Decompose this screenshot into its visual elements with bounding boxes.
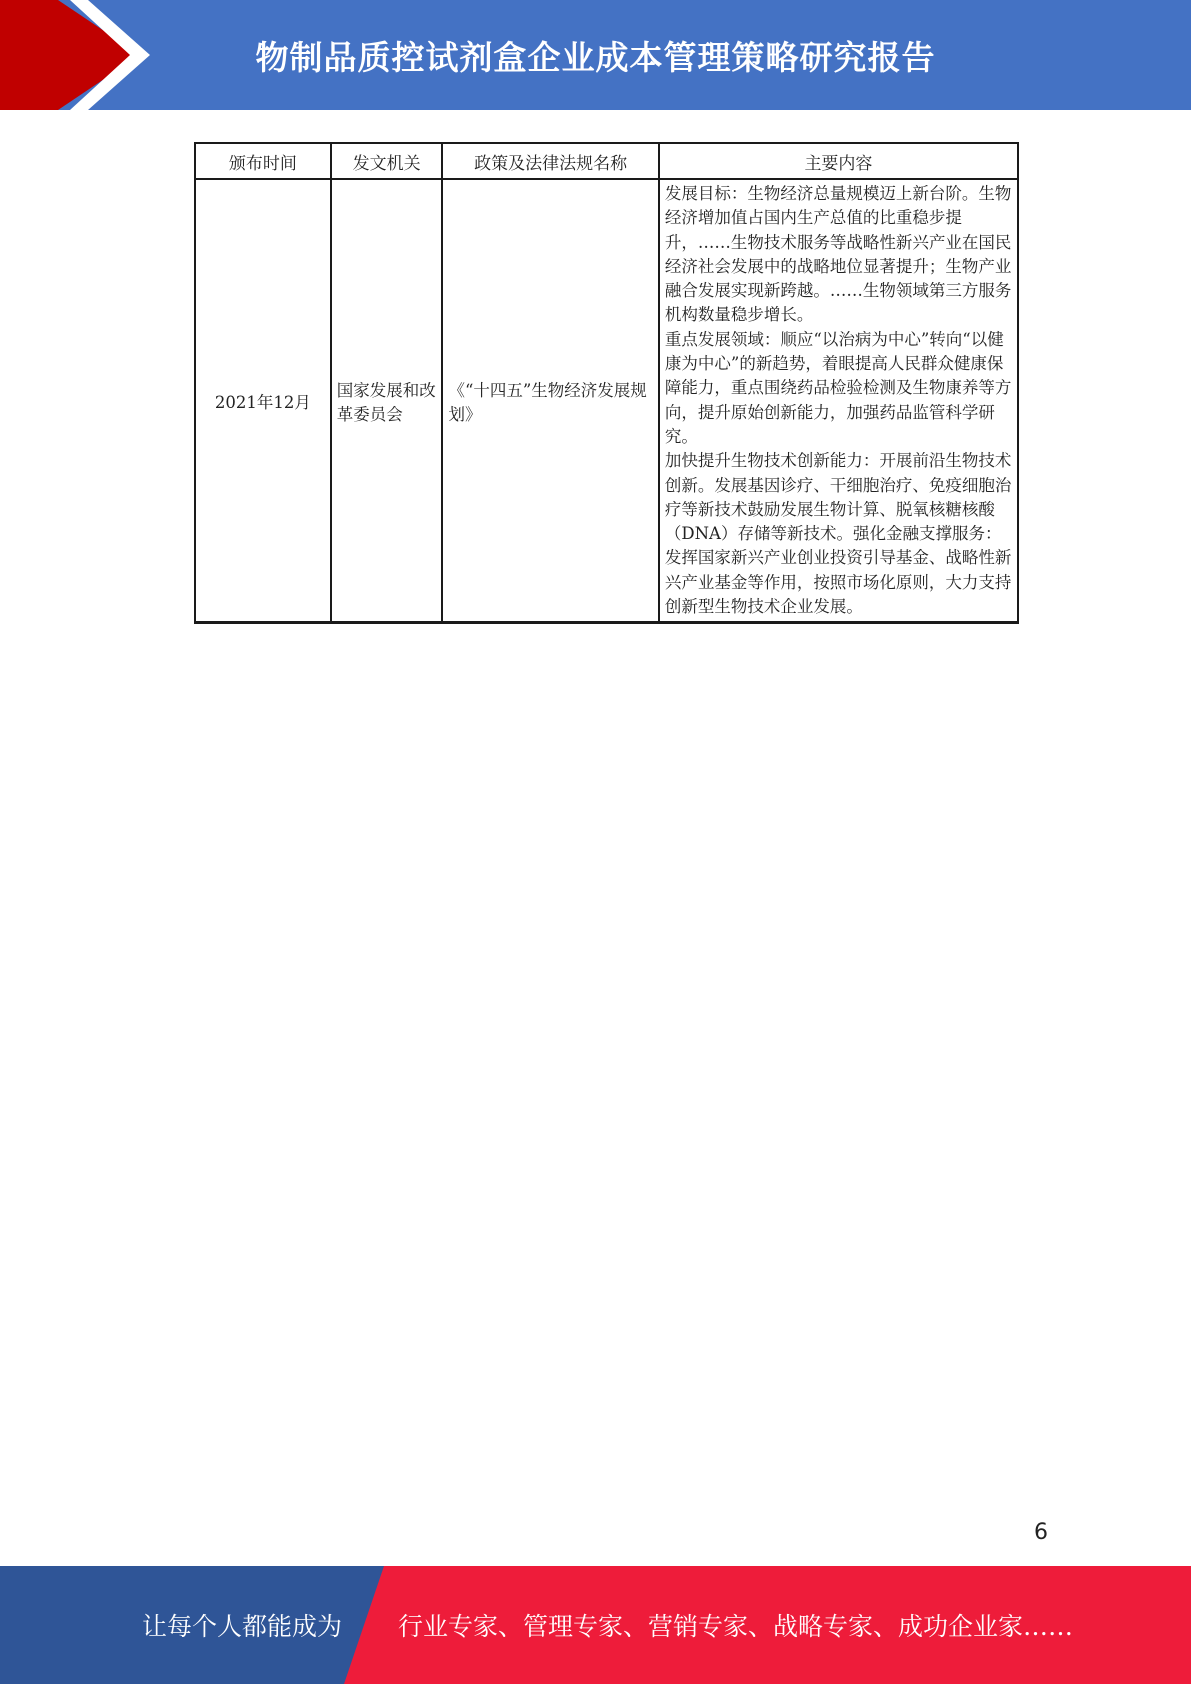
header-content: 主要内容 [659, 143, 1018, 179]
policy-table [194, 142, 1019, 624]
content-paragraph: 发展目标：生物经济总量规模迈上新台阶。生物经济增加值占国内生产总值的比重稳步提升，……生物技术服务等战略性新兴产业在国民经济社会发展中的战略地位显著提升；生物产业融合发展实现新跨越。……生物领域第三方服务机构数量稳步增长。 [664, 184, 1012, 325]
cell-agency: 国家发展和改革委员会 [331, 179, 443, 623]
table-row [195, 179, 1018, 623]
page-number: 6 [1034, 1520, 1048, 1545]
footer-slogan-left: 让每个人都能成为 [142, 1612, 343, 1641]
report-title: 物制品质控试剂盒企业成本管理策略研究报告 [255, 37, 936, 77]
header-policy: 政策及法律法规名称 [442, 143, 658, 179]
cell-date: 2021年12月 [195, 179, 331, 623]
header-date: 颁布时间 [195, 143, 331, 179]
content-paragraph: 重点发展领域：顺应“以治病为中心”转向“以健康为中心”的新趋势，着眼提高人民群众健康保障能力，重点围绕药品检验检测及生物康养等方向，提升原始创新能力，加强药品监管科学研究。 [664, 329, 1012, 446]
content-paragraph: 加快提升生物技术创新能力：开展前沿生物技术创新。发展基因诊疗、干细胞治疗、免疫细胞治疗等新技术鼓励发展生物计算、脱氧核糖核酸（DNA）存储等新技术。强化金融支撑服务：发挥国家新兴产业创业投资引导基金、战略性新兴产业基金等作用，按照市场化原则，大力支持创新型生物技术企业发展。 [664, 451, 1012, 617]
page-footer [0, 1566, 1191, 1684]
footer-slogan-right: 行业专家、管理专家、营销专家、战略专家、成功企业家…… [398, 1612, 1074, 1641]
header-agency: 发文机关 [331, 143, 443, 179]
policy-table-wrapper [194, 142, 1019, 624]
cell-content [659, 179, 1018, 623]
table-header-row [195, 143, 1018, 179]
page-header [0, 0, 1191, 110]
cell-policy: 《“十四五”生物经济发展规划》 [442, 179, 658, 623]
